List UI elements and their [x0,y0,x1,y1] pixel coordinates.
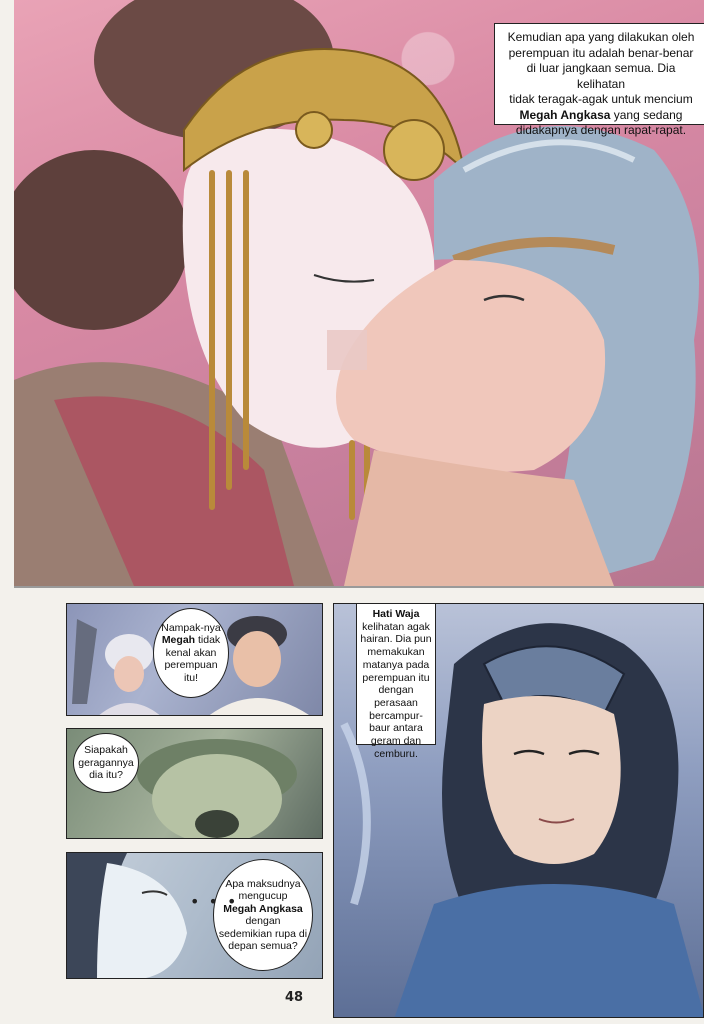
panel-old-man [66,728,323,839]
lady-face [97,863,187,979]
woman-hair-side [14,150,189,330]
boy-body [97,703,162,716]
page-number: 48 [284,990,304,1005]
narration-box-hati-waja: Hati Waja kelihatan agak hairan. Dia pun memakukan matanya pada perempuan itu dengan perasaan bercampur-baur antara geram dan cemburu. [356,603,436,745]
ellipsis-thought: • • • [190,892,239,911]
old-man-open-mouth [195,810,239,838]
headdress-medallion [384,120,444,180]
censor-mosaic [327,330,367,370]
speech-bubble: Nampak-nya Megah tidak kenal akan perempuan itu! [153,608,229,698]
panel-lady [66,852,323,979]
weapon-axe [72,619,97,704]
splash-panel [14,0,704,586]
man-face [233,631,281,687]
speech-bubble: Apa maksudnya mengucup Megah Angkasa dengan sedemikian rupa di depan semua? [213,859,313,971]
headdress-ornament [296,112,332,148]
boy-face [114,656,144,692]
man-body [207,698,312,716]
hati-waja-armor [394,884,704,1018]
panel-onlookers [66,603,323,716]
speech-bubble: Siapakah geragannya dia itu? [73,733,139,793]
panel-gutter [14,586,704,588]
narration-caption: Kemudian apa yang dilakukan oleh perempuan itu adalah benar-benar di luar jangkaan semua. Dia kelihatan tidak teragak-agak untuk mencium Megah Angkasa yang sedang didakapnya dengan rapat-rapat. [494,23,704,125]
energy-swirl [344,724,367,904]
